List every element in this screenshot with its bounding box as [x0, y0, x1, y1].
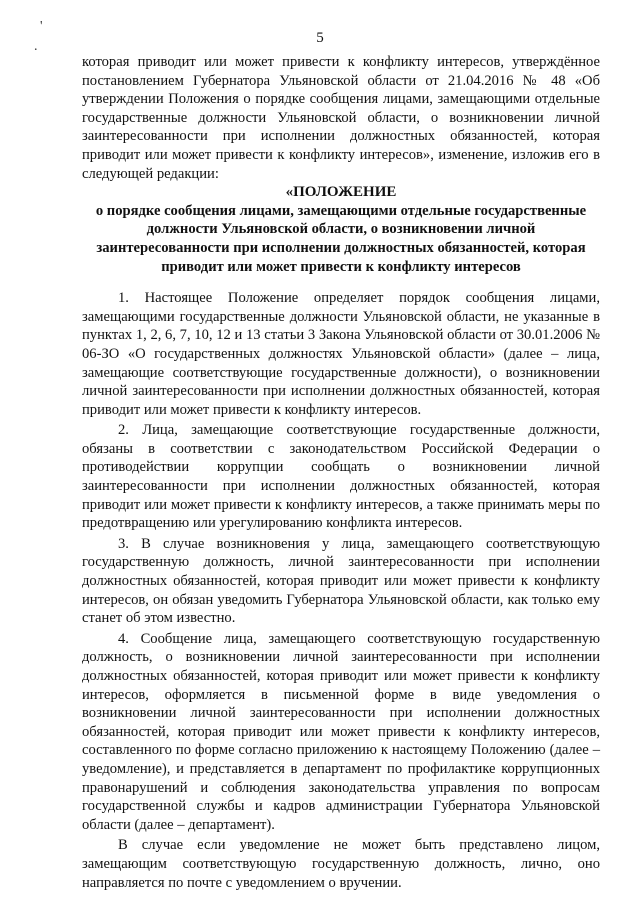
- scan-mark: ': [40, 19, 43, 34]
- regulation-title: «ПОЛОЖЕНИЕ: [285, 184, 397, 201]
- document-body: [82, 53, 600, 892]
- page-number: 5: [316, 30, 324, 46]
- paragraph-1: 1. Настоящее Положение определяет порядок сообщения лицами, замещающими государственные должности Ульяновской области, не указанные в пунктах 1, 2, 6, 7, 10, 12 и 13 статьи 3 Закона Ульяновской области от 30.01.2006 № 06-ЗО «О государственных должностях Ульяновской области» (далее – лица, замещающие соответствующие государственные должности), о возникновении личной заинтересованности при исполнении должностных обязанностей, которая приводит или может привести к конфликту интересов.: [82, 290, 600, 418]
- regulation-subtitle: о порядке сообщения лицами, замещающими отдельные государственные должности Ульяновской области, о возникновении личной заинтересованности при исполнении должностных обязанностей, которая приводит или может привести к конфликту интересов: [95, 202, 587, 275]
- paragraph-4: 4. Сообщение лица, замещающего соответствующую государственную должность, о возникновении личной заинтересованности при исполнении должностных обязанностей, которая приводит или может привести к конфликту интересов, оформляется в письменной форме в виде уведомления о возникновении личной заинтересованности при исполнении должностных обязанностей, которая приводит или может привести к конфликту интересов, составленного по форме согласно приложению к настоящему Положению (далее – уведомление), и представляется в департамент по профилактике коррупционных правонарушений и соблюдения законодательства управления по вопросам государственной службы и кадров администрации Губернатора Ульяновской области (далее – департамент).: [82, 630, 600, 833]
- intro-paragraph: которая приводит или может привести к конфликту интересов, утверждённое постановлением Губернатора Ульяновской области от 21.04.2016 № 48 «Об утверждении Положения о порядке сообщения лицами, замещающими отдельные государственные должности Ульяновской области, о возникновении личной заинтересованности при исполнении должностных обязанностей, которая приводит или может привести к конфликту интересов», изменение, изложив его в следующей редакции:: [82, 54, 600, 182]
- paragraph-5: В случае если уведомление не может быть представлено лицом, замещающим соответствующую государственную должность, лично, оно направляется по почте с уведомлением о вручении.: [82, 837, 600, 891]
- paragraph-2: 2. Лица, замещающие соответствующие государственные должности, обязаны в соответствии с законодательством Российской Федерации о противодействии коррупции сообщать о возникновении личной заинтересованности при исполнении должностных обязанностей, которая приводит или может привести к конфликту интересов, а также принимать меры по предотвращению или урегулированию конфликта интересов.: [82, 422, 600, 532]
- paragraph-3: 3. В случае возникновения у лица, замещающего соответствующую государственную должность, личной заинтересованности при исполнении должностных обязанностей, которая приводит или может привести к конфликту интересов, он обязан уведомить Губернатора Ульяновской области, как только ему станет об этом известно.: [82, 535, 600, 627]
- scan-mark: .: [34, 39, 38, 54]
